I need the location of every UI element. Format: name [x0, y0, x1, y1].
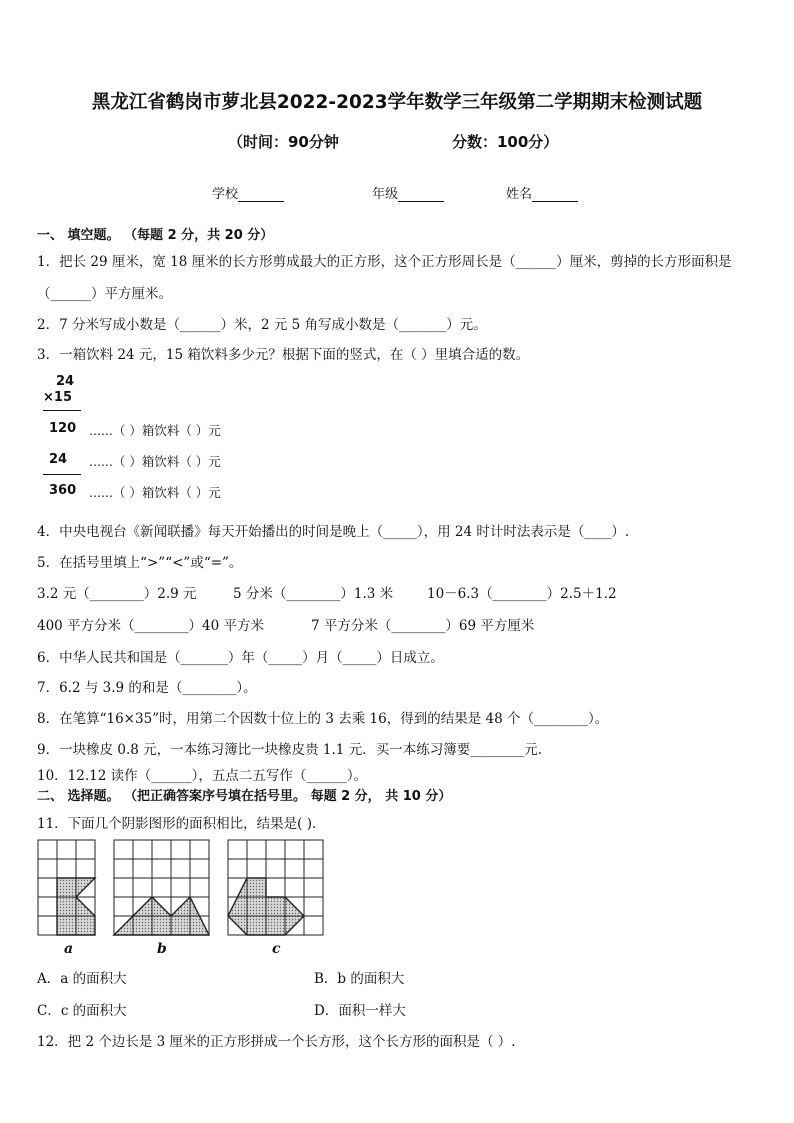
question-6: 6．中华人民共和国是（_______）年（_____）月（_____）日成立。 — [37, 650, 444, 666]
question-5-item-5: 7 平方分米（________）69 平方厘米 — [311, 618, 535, 634]
time-label: （时间：90分钟 — [228, 133, 339, 151]
question-1-line1: 1．把长 29 厘米，宽 18 厘米的长方形剪成最大的正方形，这个正方形周长是（______）厘米，剪掉的长方形面积是 — [37, 254, 732, 270]
figure-a — [38, 840, 95, 935]
name-blank — [532, 187, 578, 202]
score-label: 分数：100分） — [452, 133, 559, 151]
vertical-top-number: 24 — [56, 374, 75, 389]
figure-label-b: b — [157, 941, 167, 957]
question-8: 8．在笔算“16×35”时，用第二个因数十位上的 3 去乘 16，得到的结果是 48 个（________）。 — [37, 711, 609, 727]
question-12: 12．把 2 个边长是 3 厘米的正方形拼成一个长方形，这个长方形的面积是（ ）. — [37, 1034, 516, 1050]
question-4: 4．中央电视台《新闻联播》每天开始播出的时间是晚上（_____），用 24 时计时法表示是（____）. — [37, 524, 630, 540]
question-5-item-2: 5 分米（________）1.3 米 — [233, 586, 394, 602]
vertical-row1-note: ......（ ）箱饮料（ ）元 — [89, 423, 221, 438]
vertical-row1-value: 120 — [49, 421, 77, 436]
choice-d: D．面积一样大 — [314, 1003, 406, 1019]
vertical-rule-1 — [43, 410, 81, 411]
figure-label-a: a — [64, 941, 74, 957]
school-label: 学校 — [212, 187, 239, 202]
grade-field — [372, 183, 444, 202]
question-7: 7．6.2 与 3.9 的和是（________）。 — [37, 680, 257, 696]
question-5-item-1: 3.2 元（________）2.9 元 — [37, 586, 197, 602]
name-label: 姓名 — [506, 187, 533, 202]
vertical-row2-note: ......（ ）箱饮料（ ）元 — [89, 454, 221, 469]
question-5-item-3: 10－6.3（________）2.5＋1.2 — [427, 586, 617, 602]
school-blank — [238, 187, 284, 202]
vertical-rule-2 — [43, 474, 81, 475]
question-11: 11．下面几个阴影图形的面积相比，结果是( ). — [37, 816, 317, 832]
question-5: 5．在括号里填上“>”“<”或“=”。 — [37, 555, 243, 571]
section-1-heading: 一、 填空题。 （每题 2 分，共 20 分） — [37, 228, 274, 243]
grade-label: 年级 — [372, 187, 399, 202]
figure-b — [114, 840, 209, 935]
question-2: 2．7 分米写成小数是（______）米，2 元 5 角写成小数是（_______）元。 — [37, 317, 487, 333]
choice-a: A．a 的面积大 — [37, 971, 127, 987]
grade-blank — [398, 187, 444, 202]
vertical-row3-note: ......（ ）箱饮料（ ）元 — [89, 485, 221, 500]
question-5-item-4: 400 平方分米（________）40 平方米 — [37, 618, 265, 634]
question-1-line2: （______）平方厘米。 — [37, 286, 172, 302]
section-2-heading: 二、 选择题。 （把正确答案序号填在括号里。 每题 2 分， 共 10 分） — [37, 789, 452, 804]
vertical-row2-value: 24 — [49, 452, 68, 467]
question-9: 9．一块橡皮 0.8 元，一本练习簿比一块橡皮贵 1.1 元．买一本练习簿要________元. — [37, 742, 542, 758]
choice-c: C．c 的面积大 — [37, 1003, 127, 1019]
name-field — [506, 183, 578, 202]
vertical-row3-value: 360 — [49, 483, 77, 498]
page-title: 黑龙江省鹤岗市萝北县2022-2023学年数学三年级第二学期期末检测试题 — [91, 92, 703, 113]
figure-label-c: c — [272, 941, 281, 957]
vertical-multiplier: ×15 — [43, 390, 72, 405]
figure-c — [228, 840, 323, 935]
question-3: 3．一箱饮料 24 元，15 箱饮料多少元？根据下面的竖式，在（ ）里填合适的数。 — [37, 347, 530, 363]
school-field — [212, 183, 284, 202]
question-10: 10．12.12 读作（______），五点二五写作（______）。 — [37, 768, 368, 784]
choice-b: B．b 的面积大 — [314, 971, 405, 987]
area-figures — [36, 838, 328, 940]
